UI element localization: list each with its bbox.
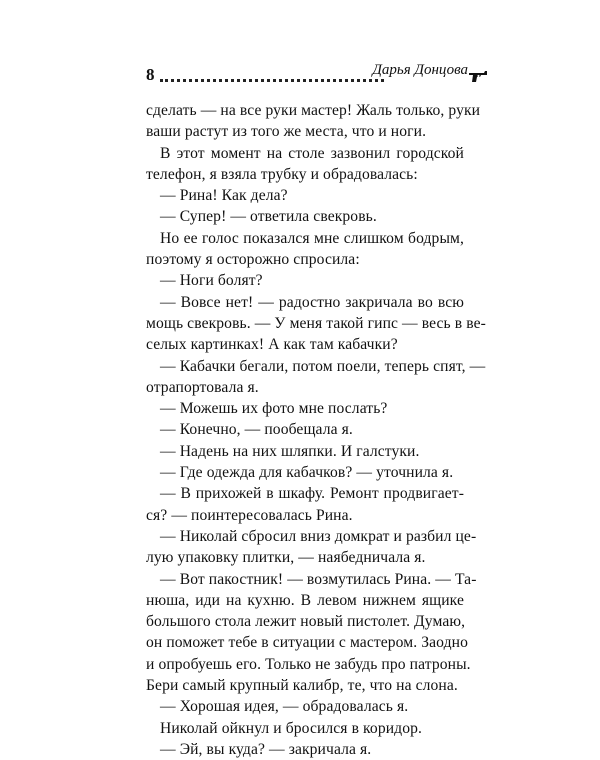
- author-name: Дарья Донцова: [372, 62, 468, 78]
- text-line: — Вот пакостник! — возмутилась Рина. — Та-: [160, 570, 477, 588]
- text-line: — Николай сбросил вниз домкрат и разбил це-: [160, 527, 477, 545]
- text-line: — Надень на них шляпки. И галстуки.: [160, 442, 420, 460]
- text-line: лую упаковку плитки, — наябедничала я.: [146, 549, 426, 567]
- text-line: Николай ойкнул и бросился в коридор.: [160, 719, 422, 737]
- page-number: 8: [146, 65, 155, 84]
- text-line: — Рина! Как дела?: [160, 187, 288, 205]
- text-line: — Конечно, — пообещала я.: [160, 421, 353, 439]
- text-line: телефон, я взяла трубку и обрадовалась:: [146, 165, 418, 183]
- text-line: Но ее голос показался мне слишком бодрым,: [160, 229, 464, 247]
- text-line: — Где одежда для кабачков? — уточнила я.: [160, 464, 454, 482]
- text-line: — Кабачки бегали, потом поели, теперь спят, —: [160, 357, 486, 375]
- text-line: — Ноги болят?: [160, 272, 263, 290]
- text-line: — Супер! — ответила свекровь.: [160, 208, 377, 226]
- text-line: — Вовсе нет! — радостно закричала во всю: [160, 293, 464, 311]
- running-header: [146, 62, 488, 86]
- text-line: поэтому я осторожно спросила:: [146, 251, 360, 269]
- text-line: Бери самый крупный калибр, те, что на слона.: [146, 677, 458, 695]
- text-line: — В прихожей в шкафу. Ремонт продвигает-: [160, 485, 464, 503]
- text-line: и опробуешь его. Только не забудь про патроны.: [146, 655, 471, 673]
- text-line: мощь свекровь. — У меня такой гипс — весь в ве-: [146, 314, 486, 332]
- text-line: ся? — поинтересовалась Рина.: [146, 506, 353, 524]
- text-line: сделать — на все руки мастер! Жаль только, руки: [146, 102, 481, 119]
- text-line: большого стола лежит новый пистолет. Думаю,: [146, 613, 466, 631]
- text-line: — Можешь их фото мне послать?: [160, 400, 388, 418]
- text-line: он поможет тебе в ситуации с мастером. Заодно: [146, 634, 469, 652]
- text-line: ваши растут из того же места, что и ноги.: [146, 123, 427, 141]
- text-line: отрапортовала я.: [146, 378, 259, 396]
- text-line: — Хорошая идея, — обрадовалась я.: [160, 698, 409, 716]
- text-line: селых картинках! А как там кабачки?: [146, 336, 398, 354]
- text-line: нюша, иди на кухню. В левом нижнем ящике: [146, 591, 464, 609]
- pistol-icon: [468, 69, 488, 83]
- body-text: [146, 100, 486, 760]
- text-line: — Эй, вы куда? — закричала я.: [160, 740, 372, 758]
- dotted-leader: [160, 79, 384, 82]
- text-line: В этот момент на столе зазвонил городской: [160, 144, 464, 162]
